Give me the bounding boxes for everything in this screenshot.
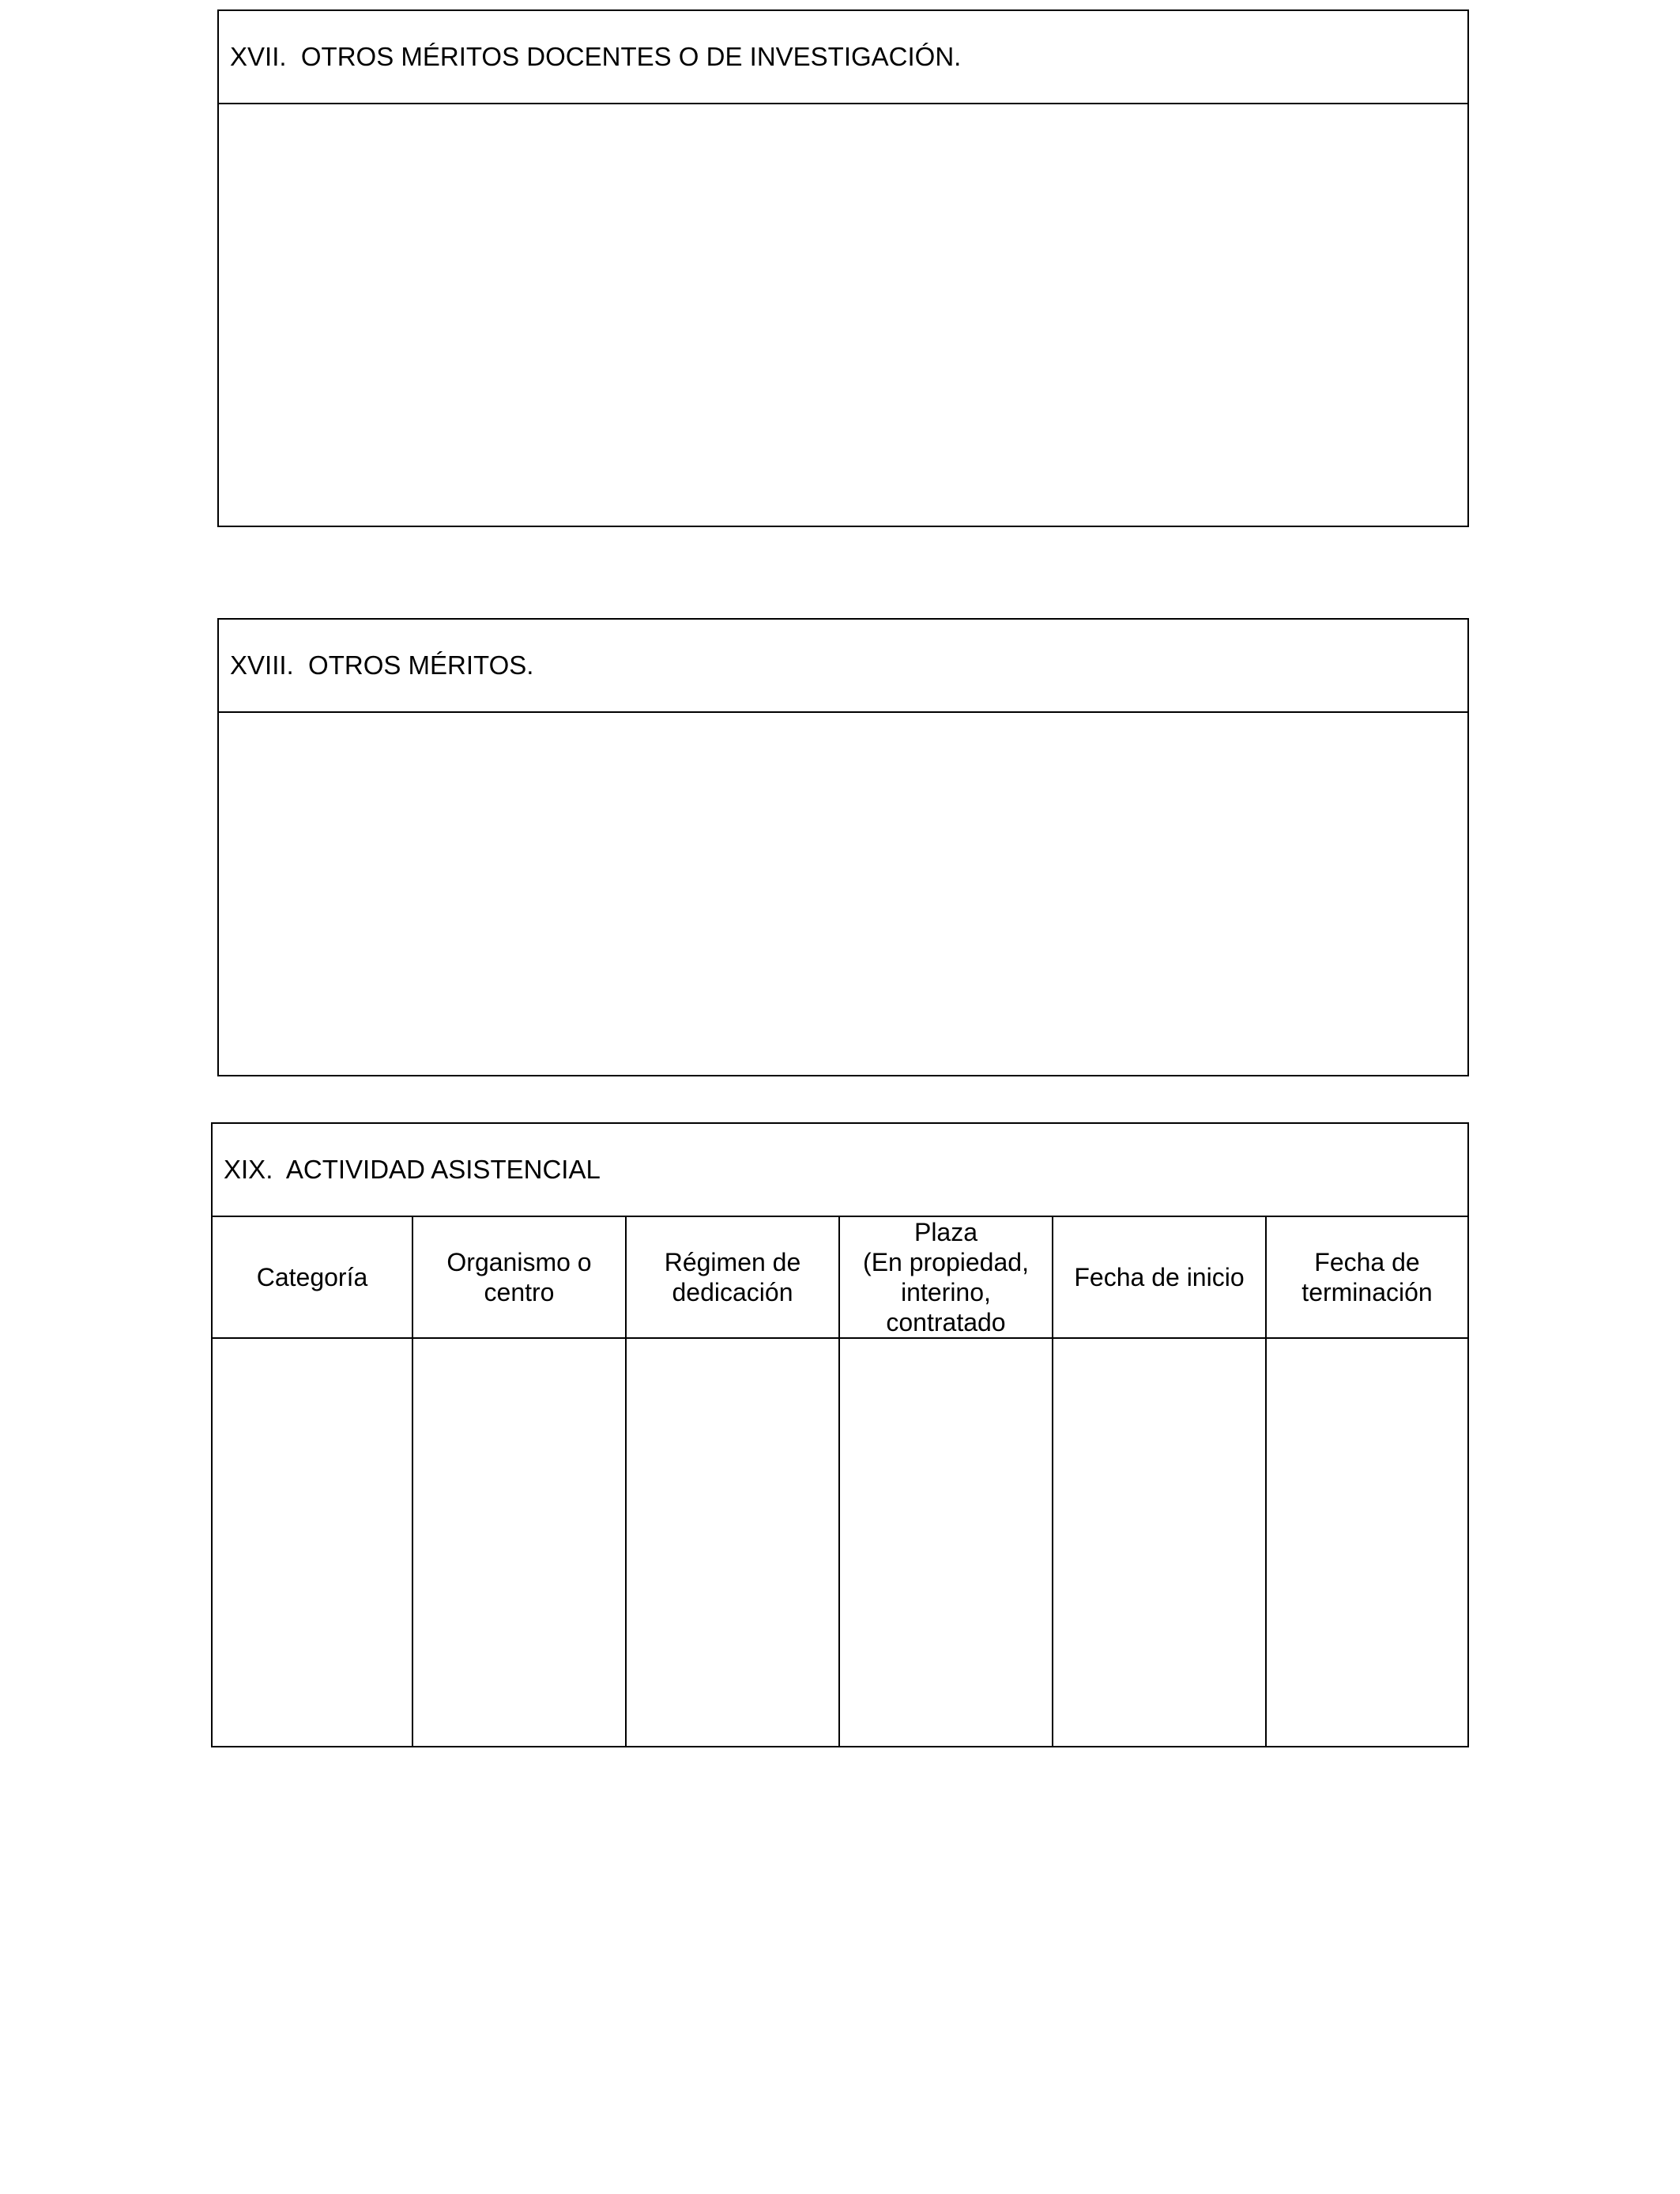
section-xviii-title: XVIII. OTROS MÉRITOS. [219,620,1467,713]
section-xix-box [211,1122,1469,1747]
plaza-entry-cell[interactable] [840,1339,1053,1746]
section-xviii-box [217,618,1469,1076]
column-header-organismo: Organismo o centro [413,1217,627,1339]
fecha-terminacion-entry-cell[interactable] [1267,1339,1467,1746]
section-xvii-box [217,9,1469,527]
column-header-fecha-terminacion: Fecha de terminación [1267,1217,1467,1339]
column-header-fecha-inicio: Fecha de inicio [1053,1217,1267,1339]
section-xvii-content-area[interactable] [219,104,1467,526]
fecha-inicio-entry-cell[interactable] [1053,1339,1267,1746]
section-xviii-content-area[interactable] [219,713,1467,1075]
categoria-entry-cell[interactable] [213,1339,413,1746]
column-header-plaza: Plaza (En propiedad, interino, contratado [840,1217,1053,1339]
section-xix-title: XIX. ACTIVIDAD ASISTENCIAL [213,1124,1467,1217]
regimen-entry-cell[interactable] [627,1339,840,1746]
section-xvii-title: XVII. OTROS MÉRITOS DOCENTES O DE INVESTIGACIÓN. [219,11,1467,104]
column-header-categoria: Categoría [213,1217,413,1339]
actividad-asistencial-table [213,1217,1467,1746]
column-header-regimen: Régimen de dedicación [627,1217,840,1339]
organismo-entry-cell[interactable] [413,1339,627,1746]
